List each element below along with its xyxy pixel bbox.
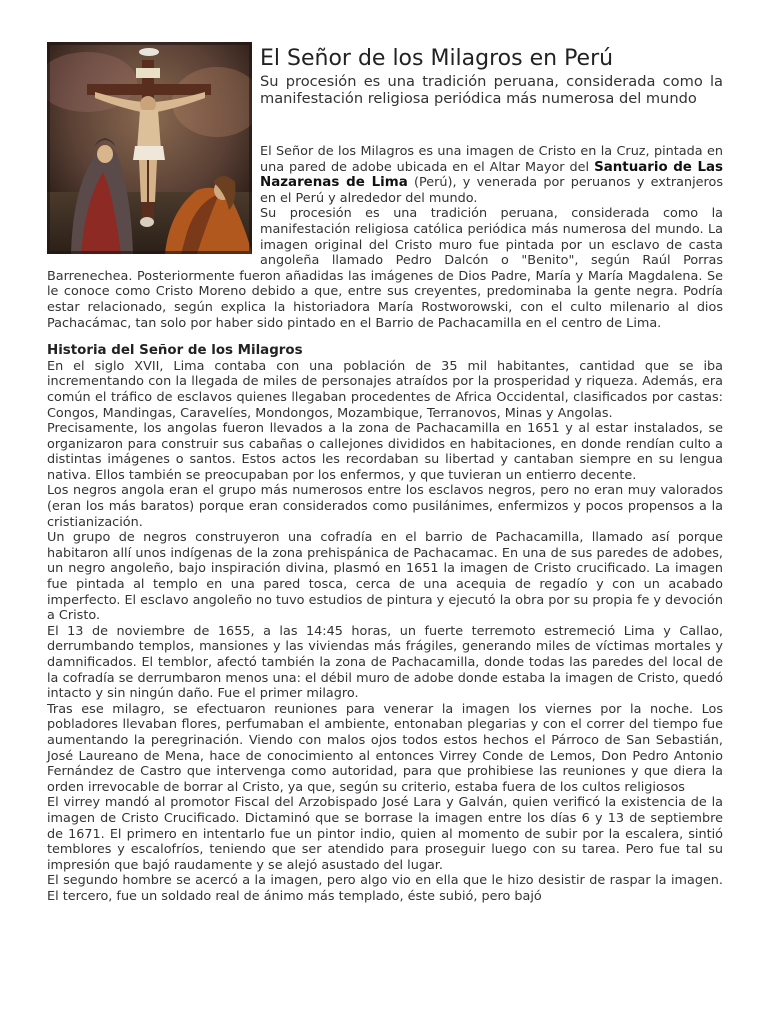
history-paragraph: Los negros angola eran el grupo más numerosos entre los esclavos negros, pero no eran muy valorados (eran los más baratos) porque eran considerados como pusilánimes, enfermizos y pocos propensos a la cristianización. [47,483,723,530]
article-subtitle: Su procesión es una tradición peruana, considerada como la manifestación religiosa periódica más numerosa del mundo [260,73,723,107]
history-paragraph: El 13 de noviembre de 1655, a las 14:45 horas, un fuerte terremoto estremeció Lima y Callao, derrumbando templos, mansiones y las viviendas más frágiles, generando miles de víctimas mortales y damnificados. El temblor, afectó también la zona de Pachacamilla, donde todas las paredes del local de la cofradía se derrumbaron menos una: el débil muro de adobe donde estaba la imagen de Cristo, quedó intacto y sin ningún daño. Fue el primer milagro. [47,623,723,702]
history-paragraph: Precisamente, los angolas fueron llevados a la zona de Pachacamilla en 1651 y al estar instalados, se organizaron para construir sus cabañas o callejones divididos en habitaciones, en donde rendían culto a distintas imágenes o santos. Estos actos les recordaban su libertad y cantaban siempre en su lengua nativa. Ellos también se preocupaban por los enfermos, y que tuvieran un entierro decente. [47,421,723,483]
procession-paragraph: Su procesión es una tradición peruana, considerada como la manifestación religiosa católica periódica más numerosa del mundo. La imagen original del Cristo muro fue pintada por un esclavo de casta angoleña llamado Pedro Dalcón o "Benito", según Raúl Porras Barrenechea. Posteriormente fueron añadidas las imágenes de Dios Padre, María y María Magdalena. Se le conoce como Cristo Moreno debido a que, entre sus creyentes, predominaba la gente negra. Podría estar relacionado, según explica la historiadora María Rostworowski, con el culto milenario al dios Pachacámac, tan solo por haber sido pintado en el Barrio de Pachacamilla en el centro de Lima. [47,206,723,331]
article-title: El Señor de los Milagros en Perú [260,46,614,71]
history-paragraph: En el siglo XVII, Lima contaba con una población de 35 mil habitantes, cantidad que se iba incrementando con la llegada de miles de personajes atraídos por la prosperidad y riqueza. Además, era común el tráfico de esclavos quienes llegaban procedentes de Africa Occidental, clasificados por castas: Congos, Mandingas, Caravelíes, Mondongos, Mozambique, Terranovos, Minas y Angolas. [47,358,723,421]
santuario-link[interactable]: Santuario de Las Nazarenas de Lima [260,159,723,191]
history-heading: Historia del Señor de los Milagros [47,343,303,359]
history-paragraph: Un grupo de negros construyeron una cofradía en el barrio de Pachacamilla, llamado así porque habitaron allí unos indígenas de la zona prehispánica de Pachacamac. En una de sus paredes de adobes, un negro angoleño, bajo inspiración divina, plasmó en 1651 la imagen de Cristo crucificado. La imagen fue pintada al templo en una pared tosca, cerca de una acequia de regadío y con un acabado imperfecto. El esclavo angoleño no tuvo estudios de pintura y ejecutó la obra por su propia fe y devoción a Cristo. [47,530,723,624]
history-paragraph: El segundo hombre se acercó a la imagen, pero algo vio en ella que le hizo desistir de raspar la imagen. El tercero, fue un soldado real de ánimo más templado, éste subió, pero bajó [47,873,723,904]
intro-text-2: (Perú), y venerada por peruanos y extranjeros en el Perú y alrededor del mundo. [260,175,724,206]
history-paragraph: El virrey mandó al promotor Fiscal del Arzobispado José Lara y Galván, quien verificó la existencia de la imagen de Cristo Crucificado. Dictaminó que se borrase la imagen entre los días 6 y 13 de septiembre de 1671. El primero en intentarlo fue un pintor indio, quien al momento de subir por la escalera, sintió temblores y escalofríos, teniendo que ser atendido para proseguir luego con su tarea. Pero fue tal su impresión que bajó raudamente y se alejó asustado del lugar. [47,795,723,873]
image-wrap-spacer [47,144,260,258]
article-body [47,144,723,905]
intro-text-1: El Señor de los Milagros es una imagen de Cristo en la Cruz, pintada en una pared de adobe ubicada en el Altar Mayor del [260,144,723,175]
history-paragraph: Tras ese milagro, se efectuaron reuniones para venerar la imagen los viernes por la noche. Los pobladores llevaban flores, perfumaban el ambiente, entonaban plegarias y con el correr del tiempo fue aumentando la peregrinación. Viendo con malos ojos todos estos hechos el Párroco de San Sebastián, José Laureano de Mena, hace de conocimiento al entonces Virrey Conde de Lemos, Don Pedro Antonio Fernández de Castro que intervenga como autoridad, para que prohibiese las reuniones y que diera la orden irrevocable de borrar al Cristo, ya que, según su criterio, estaba fuera de los cultos religiosos [47,701,723,795]
